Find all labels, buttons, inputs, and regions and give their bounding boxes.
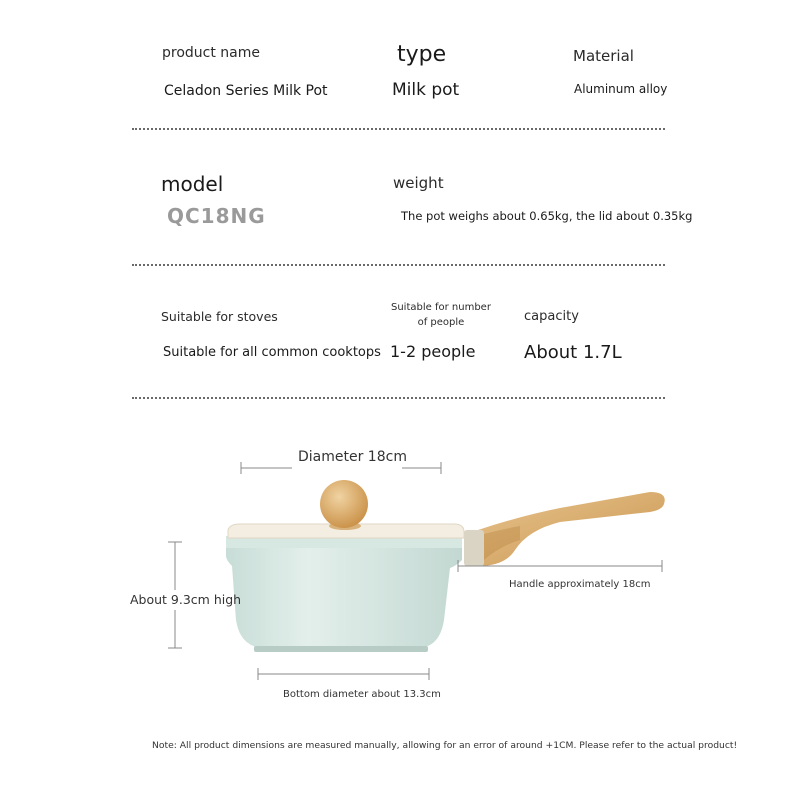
people-label <box>391 300 491 330</box>
diameter-label: Diameter 18cm <box>298 449 407 465</box>
pot-body <box>226 536 462 652</box>
people-label-line2: of people <box>417 317 465 328</box>
capacity-value: About 1.7L <box>524 342 622 363</box>
model-value: QC18NG <box>167 204 266 228</box>
weight-label: weight <box>393 174 444 192</box>
height-label: About 9.3cm high <box>130 592 242 607</box>
type-label: type <box>397 42 447 67</box>
product-name-label: product name <box>162 45 260 61</box>
capacity-label: capacity <box>524 309 579 324</box>
people-value: 1-2 people <box>390 342 476 361</box>
material-value: Aluminum alloy <box>574 82 668 96</box>
divider-3 <box>132 397 665 399</box>
pot-illustration <box>0 420 800 720</box>
material-label: Material <box>573 47 634 65</box>
product-name-value: Celadon Series Milk Pot <box>164 83 328 99</box>
bottom-diameter-label: Bottom diameter about 13.3cm <box>283 689 441 700</box>
type-value: Milk pot <box>392 80 460 100</box>
stoves-label: Suitable for stoves <box>161 309 278 324</box>
people-label-line1: Suitable for number <box>391 302 491 313</box>
pot-handle <box>464 492 665 566</box>
divider-2 <box>132 264 665 266</box>
lid-knob <box>320 480 368 528</box>
weight-value: The pot weighs about 0.65kg, the lid about 0.35kg <box>401 209 693 223</box>
divider-1 <box>132 128 665 130</box>
stoves-value: Suitable for all common cooktops <box>163 345 381 360</box>
bottom-dimension <box>258 668 429 680</box>
model-label: model <box>161 172 224 196</box>
handle-length-label: Handle approximately 18cm <box>509 579 651 590</box>
measurement-note: Note: All product dimensions are measured manually, allowing for an error of around +1CM. Please refer to the actual product! <box>152 740 738 751</box>
